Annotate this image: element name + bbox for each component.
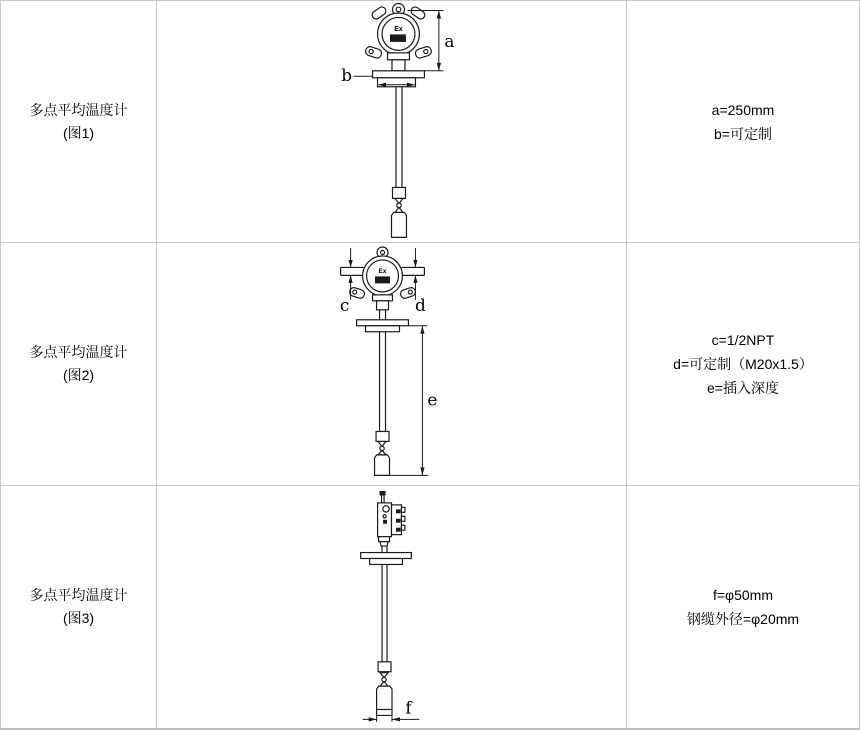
spec-line: a=250mm [711, 101, 775, 118]
dim-label-a: a [444, 30, 455, 51]
dim-label-f: f [405, 697, 412, 718]
cable-link [378, 661, 391, 685]
spec-line: d=可定制（M20x1.5） [673, 355, 813, 372]
dim-label-c: c [339, 295, 350, 316]
row3-spec-cell [627, 486, 859, 728]
dim-label-b: b [341, 64, 353, 85]
nameplate [375, 277, 390, 284]
figure-number-label: (图3) [62, 609, 95, 626]
mounting-flange [357, 320, 409, 332]
dim-label-e: e [427, 389, 438, 410]
row1-product-label-cell [1, 1, 157, 243]
row2-diagram-cell [157, 243, 627, 485]
ex-marking-label: Ex [378, 268, 387, 276]
antenna-tip [380, 491, 386, 495]
spec-line: 钢缆外径=φ20mm [686, 610, 800, 627]
product-name-label: 多点平均温度计 [29, 101, 128, 118]
mounting-flange [361, 552, 412, 564]
row2-spec-cell [627, 243, 859, 485]
thermometer-diagram-figure3 [157, 486, 626, 728]
spec-line: e=插入深度 [707, 379, 779, 396]
counterweight [375, 455, 390, 475]
figure-number-label: (图2) [62, 366, 95, 383]
dimension-d-annotation [413, 248, 426, 315]
row2-product-label-cell [1, 243, 157, 485]
cable-link [392, 187, 405, 212]
thermometer-diagram-figure2 [157, 243, 626, 484]
dimension-c-annotation [340, 248, 353, 315]
thermometer-diagram-figure1 [157, 1, 626, 242]
row3-diagram-cell [157, 486, 627, 728]
figure-number-label: (图1) [62, 124, 95, 141]
ex-head-icon [349, 247, 417, 310]
transmitter-head-icon [378, 491, 405, 546]
nameplate [390, 34, 406, 41]
spec-line: b=可定制 [714, 125, 772, 142]
product-name-label: 多点平均温度计 [29, 343, 128, 360]
row1-spec-cell [627, 1, 859, 243]
spec-line: c=1/2NPT [711, 331, 775, 348]
dim-label-d: d [414, 295, 426, 316]
cable-link [376, 432, 389, 455]
row3-product-label-cell [1, 486, 157, 728]
counterweight [377, 686, 392, 715]
probe-tube [396, 71, 402, 188]
spec-line: f=φ50mm [712, 586, 774, 603]
product-name-label: 多点平均温度计 [29, 586, 128, 603]
ex-head-icon [365, 3, 433, 70]
ex-marking-label: Ex [394, 25, 403, 33]
counterweight [392, 212, 407, 237]
dimension-e-annotation [390, 326, 438, 476]
row1-diagram-cell [157, 1, 627, 243]
